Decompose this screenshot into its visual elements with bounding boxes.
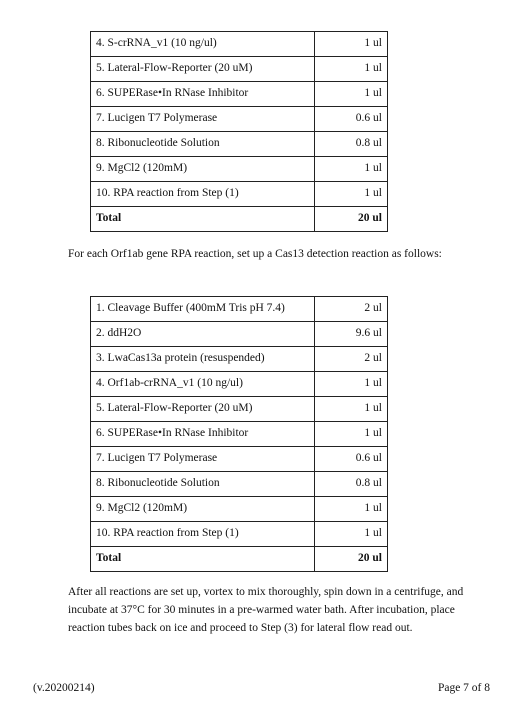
table-total-row xyxy=(91,207,388,232)
reagent-amount: 1 ul xyxy=(315,397,388,422)
reagent-amount: 1 ul xyxy=(315,32,388,57)
reagent-amount: 1 ul xyxy=(315,497,388,522)
reagent-name: 9. MgCl2 (120mM) xyxy=(91,157,315,182)
reagent-amount: 1 ul xyxy=(315,182,388,207)
reagent-amount: 0.6 ul xyxy=(315,447,388,472)
reagent-amount: 0.8 ul xyxy=(315,132,388,157)
table-row xyxy=(91,57,388,82)
table-row xyxy=(91,82,388,107)
reagent-amount: 0.8 ul xyxy=(315,472,388,497)
table-row xyxy=(91,422,388,447)
reagent-amount: 1 ul xyxy=(315,82,388,107)
intro-paragraph: For each Orf1ab gene RPA reaction, set up a Cas13 detection reaction as follows: xyxy=(68,248,442,260)
reagent-name: 7. Lucigen T7 Polymerase xyxy=(91,107,315,132)
table-row xyxy=(91,522,388,547)
table-row xyxy=(91,107,388,132)
table-row xyxy=(91,372,388,397)
reagent-amount: 2 ul xyxy=(315,347,388,372)
reagent-name: 7. Lucigen T7 Polymerase xyxy=(91,447,315,472)
reagent-amount: 9.6 ul xyxy=(315,322,388,347)
total-label: Total xyxy=(91,207,315,232)
reagent-name: 1. Cleavage Buffer (400mM Tris pH 7.4) xyxy=(91,297,315,322)
reagent-table-1 xyxy=(90,31,388,232)
table-row xyxy=(91,32,388,57)
reagent-amount: 2 ul xyxy=(315,297,388,322)
table-row xyxy=(91,447,388,472)
closing-paragraph: After all reactions are set up, vortex to mix thoroughly, spin down in a centrifuge, and incubate at 37°C for 30 minutes in a pre-warmed water bath. After incubation, place reaction tubes back on ice and proceed to Step (3) for lateral flow read out. xyxy=(68,586,464,634)
total-amount: 20 ul xyxy=(315,207,388,232)
table-row xyxy=(91,322,388,347)
table-total-row xyxy=(91,547,388,572)
reagent-name: 4. Orf1ab-crRNA_v1 (10 ng/ul) xyxy=(91,372,315,397)
total-amount: 20 ul xyxy=(315,547,388,572)
table-row xyxy=(91,472,388,497)
reagent-name: 10. RPA reaction from Step (1) xyxy=(91,522,315,547)
reagent-amount: 0.6 ul xyxy=(315,107,388,132)
table-row xyxy=(91,297,388,322)
table-row xyxy=(91,132,388,157)
reagent-name: 6. SUPERase•In RNase Inhibitor xyxy=(91,82,315,107)
reagent-amount: 1 ul xyxy=(315,522,388,547)
table-row xyxy=(91,497,388,522)
reagent-name: 2. ddH2O xyxy=(91,322,315,347)
footer-version: (v.20200214) xyxy=(33,682,95,694)
reagent-table-2 xyxy=(90,296,388,572)
table-row xyxy=(91,157,388,182)
reagent-name: 9. MgCl2 (120mM) xyxy=(91,497,315,522)
reagent-amount: 1 ul xyxy=(315,57,388,82)
table-row xyxy=(91,347,388,372)
total-label: Total xyxy=(91,547,315,572)
reagent-amount: 1 ul xyxy=(315,157,388,182)
reagent-name: 6. SUPERase•In RNase Inhibitor xyxy=(91,422,315,447)
reagent-name: 8. Ribonucleotide Solution xyxy=(91,132,315,157)
reagent-name: 5. Lateral-Flow-Reporter (20 uM) xyxy=(91,397,315,422)
reagent-name: 4. S-crRNA_v1 (10 ng/ul) xyxy=(91,32,315,57)
table-row xyxy=(91,182,388,207)
footer-page-number: Page 7 of 8 xyxy=(437,682,490,694)
reagent-name: 8. Ribonucleotide Solution xyxy=(91,472,315,497)
reagent-name: 10. RPA reaction from Step (1) xyxy=(91,182,315,207)
table-row xyxy=(91,397,388,422)
reagent-amount: 1 ul xyxy=(315,372,388,397)
reagent-name: 5. Lateral-Flow-Reporter (20 uM) xyxy=(91,57,315,82)
reagent-name: 3. LwaCas13a protein (resuspended) xyxy=(91,347,315,372)
reagent-amount: 1 ul xyxy=(315,422,388,447)
